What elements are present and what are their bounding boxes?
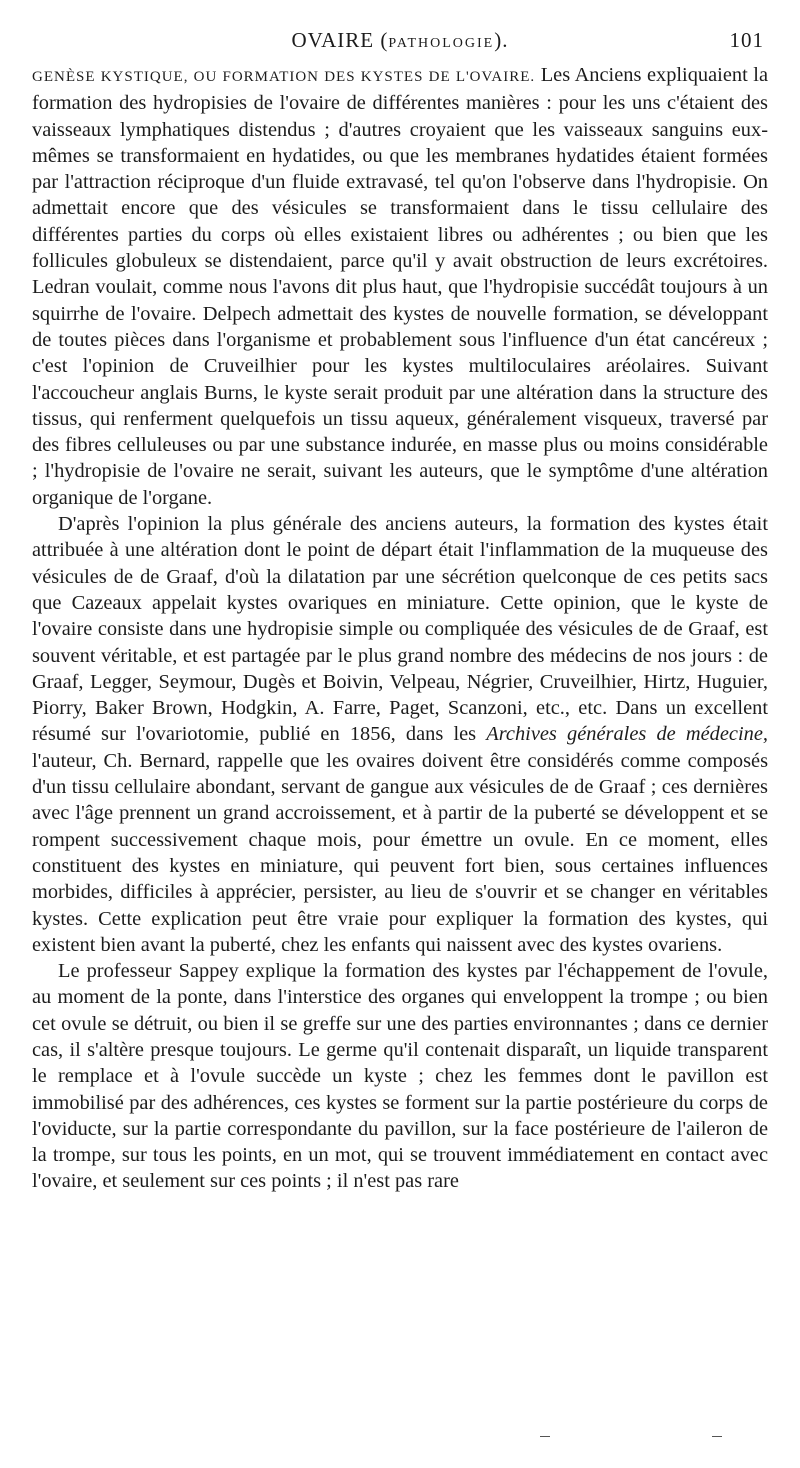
paragraph-3 (32, 958, 768, 1195)
paragraph-2-text-before: D'après l'opinion la plus générale des anciens auteurs, la formation des kystes était attribuée à une altération dont le point de départ était l'inflammation de la muqueuse des vésicules de de Graaf, d'où la dilatation par une sécrétion quelconque de ces petits sacs que Cazeaux appelait kystes ovariques en miniature. Cette opinion, que le kyste de l'ovaire consiste dans une hydropisie simple ou compliquée des vésicules de de Graaf, est souvent véritable, et est partagée par le plus grand nombre des médecins de nos jours : de Graaf, Legger, Seymour, Dugès et Boivin, Velpeau, Négrier, Cruveilhier, Hirtz, Huguier, Piorry, Baker Brown, Hodgkin, A. Farre, Paget, Scanzoni, etc., etc. Dans un excellent résumé sur l'ovariotomie, publié en 1856, dans les (32, 513, 768, 746)
paragraph-1-text: Les Anciens expliquaient la formation des hydropisies de l'ovaire de différentes manières : pour les uns c'étaient des vaisseaux lymphatiques distendus ; d'autres croyaient que les vaisseaux sanguins eux-mêmes se transformaient en hydatides, ou que les membranes hydatides étaient formées par l'attraction réciproque d'un fluide extravasé, tel qu'on l'observe dans l'hydropisie. On admettait encore que des vésicules se transformaient dans le tissu cellulaire des différentes parties du corps où elles existaient libres ou adhérentes ; ou bien que les follicules globuleux se distendaient, parce qu'il y avait obstruction de leurs excrétoires. Ledran voulait, comme nous l'avons dit plus haut, que l'hydropisie succédât toujours à un squirrhe de l'ovaire. Delpech admettait des kystes de nouvelle formation, se développant de toutes pièces dans l'organisme et probablement sous l'influence d'un état cancéreux ; c'est l'opinion de Cruveilhier pour les kystes multiloculaires aréolaires. Suivant l'accoucheur anglais Burns, le kyste serait produit par une altération dans la structure des tissus, qui renferment quelquefois un tissu aqueux, généralement visqueux, traversé par des fibres celluleuses ou par une substance indurée, en masse plus ou moins considérable ; l'hydropisie de l'ovaire ne serait, suivant les auteurs, que le symptôme d'une altération organique de l'organe. (32, 64, 769, 509)
running-title-end: ). (494, 28, 509, 52)
running-title-subject: PATHOLOGIE (388, 36, 495, 51)
journal-title: Archives générales de médecine, (486, 723, 768, 746)
print-mark (540, 1436, 550, 1437)
print-mark (712, 1436, 722, 1437)
running-title (32, 28, 768, 53)
body-text (32, 62, 768, 1195)
paragraph-2 (32, 511, 768, 958)
page-number: 101 (729, 28, 764, 52)
paragraph-3-text: Le professeur Sappey explique la formation des kystes par l'échappement de l'ovule, au moment de la ponte, dans l'interstice des organes qui enveloppent la trompe ; ou bien cet ovule se détruit, ou bien il se greffe sur une des parties environnantes ; dans ce dernier cas, il s'altère presque toujours. Le germe qu'il contenait disparaît, un liquide transparent le remplace et à l'ovule succède un kyste ; chez les femmes dont le pavillon est immobilisé par des adhérences, ces kystes se forment sur la partie postérieure du corps de l'oviducte, sur la partie correspondante du pavillon, sur la face postérieure de l'aileron de la trompe, sur tous les points, en un mot, qui se trouvent immédiatement en contact avec l'ovaire, et seulement sur ces points ; il n'est pas rare (32, 960, 768, 1193)
paragraph-1 (32, 62, 768, 511)
running-header (32, 28, 768, 58)
running-title-main: OVAIRE ( (291, 28, 389, 52)
section-heading: GENÈSE KYSTIQUE, OU FORMATION DES KYSTES DE L'OVAIRE. (32, 69, 536, 85)
paragraph-2-text-after: l'auteur, Ch. Bernard, rappelle que les ovaires doivent être considérés comme composés d'un tissu cellulaire abondant, servant de gangue aux vésicules de de Graaf ; ces dernières avec l'âge prennent un grand accroissement, et à partir de la puberté se développent et se rompent successivement chaque mois, pour émettre un ovule. En ce moment, elles constituent des kystes en miniature, qui peuvent fort bien, sous certaines influences morbides, difficiles à apprécier, persister, au lieu de s'ouvrir et se changer en véritables kystes. Cette explication peut être vraie pour expliquer la formation des kystes, qui existent bien avant la puberté, chez les enfants qui naissent avec des kystes ovariens. (32, 749, 768, 956)
